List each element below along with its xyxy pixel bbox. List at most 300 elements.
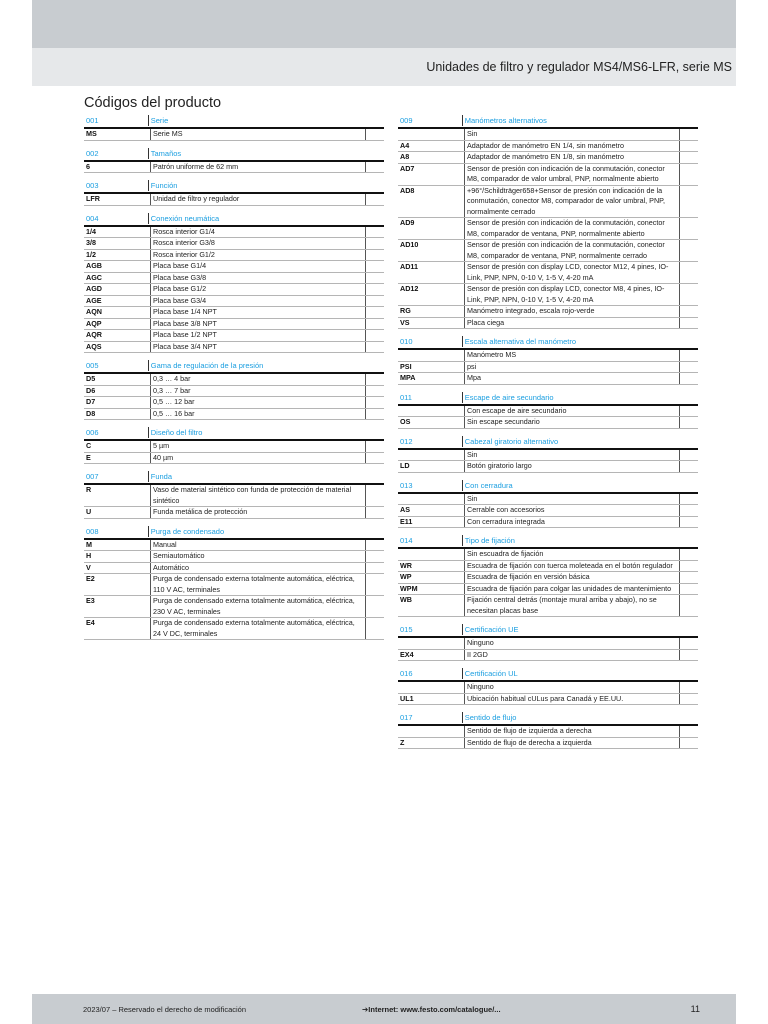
- section-code: 004: [86, 213, 99, 223]
- section-header: [84, 114, 384, 126]
- row-code: 6: [86, 161, 90, 171]
- section-header: [84, 359, 384, 371]
- row-code: E4: [86, 618, 95, 627]
- table-row: [398, 572, 698, 584]
- section-code: 016: [400, 669, 413, 678]
- row-blank-cell: [365, 273, 384, 284]
- row-description: Placa base G1/2: [150, 284, 365, 295]
- row-code: RG: [400, 306, 411, 315]
- row-description: Fijación central detrás (montaje mural arriba y abajo), no se necesitan placas base: [464, 595, 679, 616]
- row-blank-cell: [679, 262, 698, 283]
- top-band: [32, 0, 736, 48]
- row-blank-cell: [365, 453, 384, 464]
- section-008: [84, 525, 384, 641]
- row-blank-cell: [365, 574, 384, 595]
- right-column: [398, 114, 698, 755]
- row-code: AGD: [86, 284, 102, 293]
- left-column: [84, 114, 384, 646]
- row-blank-cell: [679, 561, 698, 572]
- section-code: 012: [400, 436, 413, 446]
- row-code: AGB: [86, 261, 102, 270]
- table-row: [84, 342, 384, 354]
- row-blank-cell: [365, 194, 384, 205]
- section-002: [84, 147, 384, 174]
- row-description: Sin: [464, 450, 679, 461]
- row-code: [398, 406, 464, 417]
- row-code: U: [86, 507, 92, 516]
- row-blank-cell: [365, 319, 384, 330]
- row-blank-cell: [679, 461, 698, 472]
- row-blank-cell: [679, 362, 698, 373]
- row-blank-cell: [679, 682, 698, 693]
- table-row: [398, 406, 698, 418]
- table-row: [84, 129, 384, 141]
- section-code: 006: [86, 428, 99, 437]
- section-code: 017: [400, 713, 413, 722]
- table-row: [84, 540, 384, 552]
- table-row: [84, 507, 384, 519]
- row-blank-cell: [365, 129, 384, 140]
- row-blank-cell: [365, 618, 384, 639]
- table-row: [398, 461, 698, 473]
- section-header: [84, 525, 384, 537]
- table-row: [84, 284, 384, 296]
- section-009: [398, 114, 698, 329]
- row-blank-cell: [679, 549, 698, 560]
- row-blank-cell: [679, 726, 698, 737]
- row-code: D6: [86, 385, 96, 395]
- row-description: Placa base 1/2 NPT: [150, 330, 365, 341]
- footer-internet-link[interactable]: ➔Internet: www.festo.com/catalogue/...: [362, 1005, 501, 1014]
- row-blank-cell: [679, 164, 698, 185]
- table-row: [84, 307, 384, 319]
- row-blank-cell: [679, 240, 698, 261]
- table-row: [398, 638, 698, 650]
- row-description: Sentido de flujo de derecha a izquierda: [464, 738, 679, 749]
- table-row: [84, 574, 384, 596]
- row-code: M: [86, 539, 92, 549]
- row-blank-cell: [365, 250, 384, 261]
- footer: [32, 994, 736, 1024]
- row-description: Sensor de presión con indicación de la conmutación, conector M8, comparador de ventana, PNP, normalmente cerrado: [464, 240, 679, 261]
- row-code: WP: [400, 572, 412, 581]
- row-description: Placa ciega: [464, 318, 679, 329]
- row-code: MS: [86, 129, 97, 138]
- row-blank-cell: [679, 694, 698, 705]
- page-number: 11: [690, 1004, 700, 1014]
- row-description: Placa base 1/4 NPT: [150, 307, 365, 318]
- row-blank-cell: [365, 409, 384, 420]
- row-description: Automático: [150, 563, 365, 574]
- table-row: [84, 453, 384, 465]
- section-label: Tamaños: [148, 148, 363, 159]
- row-description: II 2GD: [464, 650, 679, 661]
- section-011: [398, 391, 698, 429]
- table-row: [84, 273, 384, 285]
- section-header: [398, 114, 698, 126]
- section-label: Purga de condensado: [148, 526, 363, 537]
- table-row: [84, 563, 384, 575]
- row-description: Placa base G3/8: [150, 273, 365, 284]
- row-blank-cell: [679, 306, 698, 317]
- row-code: AQS: [86, 341, 102, 351]
- row-blank-cell: [365, 441, 384, 452]
- section-label: Funda: [148, 471, 363, 482]
- table-row: [398, 306, 698, 318]
- table-row: [398, 694, 698, 706]
- row-blank-cell: [679, 494, 698, 505]
- row-code: 1/2: [86, 249, 96, 259]
- row-description: Sensor de presión con display LCD, conector M12, 4 pines, IO-Link, PNP, NPN, 0-10 V, 1-5 V, 4-20 mA: [464, 262, 679, 283]
- row-code: EX4: [400, 649, 414, 659]
- row-code: D7: [86, 397, 96, 406]
- row-code: WPM: [400, 583, 418, 593]
- row-blank-cell: [365, 563, 384, 574]
- table-row: [84, 397, 384, 409]
- table-row: [398, 373, 698, 385]
- row-code: V: [86, 562, 91, 572]
- row-blank-cell: [365, 162, 384, 173]
- row-description: Sensor de presión con indicación de la conmutación, conector M8, comparador de valor umbral, PNP, normalmente abierto: [464, 164, 679, 185]
- table-row: [84, 374, 384, 386]
- row-blank-cell: [365, 227, 384, 238]
- section-006: [84, 426, 384, 464]
- row-description: 0,5 … 12 bar: [150, 397, 365, 408]
- section-label: Serie: [148, 115, 363, 126]
- row-blank-cell: [365, 374, 384, 385]
- section-005: [84, 359, 384, 420]
- row-code: [398, 350, 464, 361]
- table-row: [398, 494, 698, 506]
- section-label: Gama de regulación de la presión: [148, 360, 363, 371]
- section-code: 003: [86, 181, 99, 190]
- section-header: [398, 667, 698, 679]
- row-description: Placa base G1/4: [150, 261, 365, 272]
- row-description: Serie MS: [150, 129, 365, 140]
- row-code: [398, 726, 464, 737]
- section-header: [84, 212, 384, 224]
- row-code: E: [86, 452, 91, 462]
- row-code: H: [86, 551, 92, 560]
- section-001: [84, 114, 384, 141]
- row-description: Sin: [464, 494, 679, 505]
- row-blank-cell: [365, 342, 384, 353]
- table-row: [398, 362, 698, 374]
- row-blank-cell: [679, 584, 698, 595]
- section-header: [84, 426, 384, 438]
- row-code: LD: [400, 461, 410, 470]
- row-description: Ninguno: [464, 682, 679, 693]
- row-code: UL1: [400, 693, 414, 703]
- row-description: Purga de condensado externa totalmente automática, eléctrica, 230 V AC, terminales: [150, 596, 365, 617]
- row-description: Placa base G3/4: [150, 296, 365, 307]
- section-code: 001: [86, 116, 99, 125]
- row-blank-cell: [679, 450, 698, 461]
- row-code: LFR: [86, 194, 100, 203]
- row-description: Cerrable con accesorios: [464, 505, 679, 516]
- row-code: [398, 494, 464, 505]
- row-description: 0,5 … 16 bar: [150, 409, 365, 420]
- section-code: 007: [86, 472, 99, 481]
- table-row: [84, 330, 384, 342]
- table-row: [84, 194, 384, 206]
- page-heading: Códigos del producto: [84, 95, 222, 111]
- section-016: [398, 667, 698, 705]
- row-description: 5 µm: [150, 441, 365, 452]
- row-blank-cell: [679, 638, 698, 649]
- row-blank-cell: [679, 595, 698, 616]
- row-code: E11: [400, 516, 413, 526]
- row-description: Adaptador de manómetro EN 1/8, sin manómetro: [464, 152, 679, 163]
- row-code: [398, 638, 464, 649]
- table-row: [84, 261, 384, 273]
- table-row: [398, 164, 698, 186]
- row-description: Placa base 3/4 NPT: [150, 342, 365, 353]
- section-header: [84, 179, 384, 191]
- row-code: AD9: [400, 218, 415, 227]
- row-description: Rosca interior G3/8: [150, 238, 365, 249]
- row-description: Purga de condensado externa totalmente automática, eléctrica, 24 V DC, terminales: [150, 618, 365, 639]
- row-blank-cell: [679, 505, 698, 516]
- section-code: 015: [400, 625, 413, 634]
- section-label: Manómetros alternativos: [462, 115, 677, 126]
- row-description: 0,3 … 7 bar: [150, 386, 365, 397]
- table-row: [398, 517, 698, 529]
- row-blank-cell: [679, 650, 698, 661]
- table-row: [398, 284, 698, 306]
- row-blank-cell: [365, 284, 384, 295]
- row-description: Escuadra de fijación con tuerca moleteada en el botón regulador: [464, 561, 679, 572]
- row-description: Rosca interior G1/4: [150, 227, 365, 238]
- row-blank-cell: [679, 373, 698, 384]
- row-code: E3: [86, 596, 95, 605]
- section-007: [84, 470, 384, 519]
- section-header: [398, 335, 698, 347]
- table-row: [84, 319, 384, 331]
- row-code: AGC: [86, 272, 102, 282]
- row-description: Unidad de filtro y regulador: [150, 194, 365, 205]
- row-code: AD11: [400, 262, 418, 271]
- table-row: [398, 595, 698, 617]
- section-code: 011: [400, 392, 412, 402]
- section-header: [398, 435, 698, 447]
- row-description: 0,3 … 4 bar: [150, 374, 365, 385]
- section-012: [398, 435, 698, 473]
- table-row: [398, 152, 698, 164]
- section-code: 008: [86, 526, 99, 536]
- row-blank-cell: [679, 738, 698, 749]
- table-row: [398, 549, 698, 561]
- row-code: [398, 450, 464, 461]
- section-code: 009: [400, 116, 413, 125]
- row-description: +96°/Schildträger658+Sensor de presión con indicación de la conmutación, conector M8, comparador de valor umbral, PNP, normalmente cerrado: [464, 186, 679, 218]
- table-row: [398, 450, 698, 462]
- row-description: Semiautomático: [150, 551, 365, 562]
- section-header: [398, 391, 698, 403]
- section-013: [398, 479, 698, 529]
- row-code: E2: [86, 574, 95, 583]
- row-description: Vaso de material sintético con funda de protección de material sintético: [150, 485, 365, 506]
- table-row: [398, 141, 698, 153]
- section-header: [398, 623, 698, 635]
- table-row: [398, 650, 698, 662]
- row-description: Ninguno: [464, 638, 679, 649]
- table-row: [398, 505, 698, 517]
- table-row: [84, 618, 384, 640]
- section-header: [398, 479, 698, 491]
- section-header: [398, 711, 698, 723]
- table-row: [84, 485, 384, 507]
- row-code: 3/8: [86, 238, 96, 247]
- section-label: Escape de aire secundario: [462, 392, 677, 403]
- section-code: 014: [400, 536, 413, 545]
- row-code: AQR: [86, 330, 102, 339]
- table-row: [84, 162, 384, 174]
- row-code: MPA: [400, 373, 416, 382]
- section-label: Cabezal giratorio alternativo: [462, 436, 677, 447]
- row-description: Sensor de presión con display LCD, conector M8, 4 pines, IO-Link, PNP, NPN, 0-10 V, 1-5 V, 4-20 mA: [464, 284, 679, 305]
- row-code: AGE: [86, 295, 102, 305]
- row-code: AQP: [86, 318, 102, 328]
- row-code: WR: [400, 560, 412, 570]
- row-blank-cell: [365, 296, 384, 307]
- section-label: Tipo de fijación: [462, 535, 677, 546]
- row-code: AQN: [86, 307, 102, 316]
- section-014: [398, 534, 698, 617]
- row-description: Patrón uniforme de 62 mm: [150, 162, 365, 173]
- row-code: C: [86, 441, 92, 450]
- row-description: Ubicación habitual cULus para Canadá y EE.UU.: [464, 694, 679, 705]
- row-code: AD10: [400, 240, 419, 249]
- section-header: [84, 147, 384, 159]
- section-label: Sentido de flujo: [462, 712, 677, 723]
- row-blank-cell: [679, 141, 698, 152]
- row-blank-cell: [365, 551, 384, 562]
- row-code: [398, 682, 464, 693]
- section-label: Certificación UE: [462, 624, 677, 635]
- table-row: [398, 129, 698, 141]
- row-code: VS: [400, 317, 410, 327]
- row-description: Con cerradura integrada: [464, 517, 679, 528]
- row-blank-cell: [365, 507, 384, 518]
- row-description: 40 µm: [150, 453, 365, 464]
- table-row: [84, 409, 384, 421]
- row-description: Escuadra de fijación en versión básica: [464, 572, 679, 583]
- row-code: PSI: [400, 361, 412, 371]
- row-code: AD7: [400, 163, 415, 173]
- footer-copyright: 2023/07 – Reservado el derecho de modificación: [83, 1005, 247, 1014]
- section-label: Escala alternativa del manómetro: [462, 336, 677, 347]
- table-row: [84, 386, 384, 398]
- section-label: Diseño del filtro: [148, 427, 363, 438]
- table-row: [84, 596, 384, 618]
- row-code: A8: [400, 152, 410, 161]
- row-code: D5: [86, 374, 96, 383]
- row-description: Manual: [150, 540, 365, 551]
- row-description: Mpa: [464, 373, 679, 384]
- table-row: [398, 417, 698, 429]
- section-015: [398, 623, 698, 661]
- row-code: [398, 549, 464, 560]
- row-code: OS: [400, 417, 411, 426]
- table-row: [84, 227, 384, 239]
- row-blank-cell: [679, 350, 698, 361]
- row-blank-cell: [679, 129, 698, 140]
- row-blank-cell: [365, 238, 384, 249]
- row-blank-cell: [365, 386, 384, 397]
- table-row: [84, 551, 384, 563]
- row-blank-cell: [679, 318, 698, 329]
- table-row: [398, 218, 698, 240]
- table-row: [398, 186, 698, 219]
- table-row: [398, 350, 698, 362]
- section-header: [398, 534, 698, 546]
- row-blank-cell: [365, 397, 384, 408]
- table-row: [84, 296, 384, 308]
- row-description: Manómetro integrado, escala rojo-verde: [464, 306, 679, 317]
- section-017: [398, 711, 698, 749]
- row-code: Z: [400, 737, 405, 747]
- row-blank-cell: [365, 307, 384, 318]
- section-label: Conexión neumática: [148, 213, 363, 224]
- section-code: 002: [86, 148, 99, 158]
- row-description: Purga de condensado externa totalmente automática, eléctrica, 110 V AC, terminales: [150, 574, 365, 595]
- section-004: [84, 212, 384, 354]
- row-blank-cell: [365, 485, 384, 506]
- row-description: Botón giratorio largo: [464, 461, 679, 472]
- section-header: [84, 470, 384, 482]
- row-blank-cell: [679, 186, 698, 218]
- header-title: Unidades de filtro y regulador MS4/MS6-LFR, serie MS: [426, 60, 732, 74]
- row-code: A4: [400, 140, 410, 150]
- row-description: Placa base 3/8 NPT: [150, 319, 365, 330]
- row-description: Sin: [464, 129, 679, 140]
- row-blank-cell: [679, 152, 698, 163]
- table-row: [398, 726, 698, 738]
- table-row: [398, 561, 698, 573]
- table-row: [398, 738, 698, 750]
- row-description: Sentido de flujo de izquierda a derecha: [464, 726, 679, 737]
- row-blank-cell: [679, 417, 698, 428]
- row-description: psi: [464, 362, 679, 373]
- table-row: [398, 318, 698, 330]
- row-description: Con escape de aire secundario: [464, 406, 679, 417]
- row-description: Escuadra de fijación para colgar las unidades de mantenimiento: [464, 584, 679, 595]
- row-description: Sin escape secundario: [464, 417, 679, 428]
- row-description: Rosca interior G1/2: [150, 250, 365, 261]
- section-010: [398, 335, 698, 385]
- row-blank-cell: [365, 261, 384, 272]
- row-blank-cell: [679, 406, 698, 417]
- row-blank-cell: [679, 284, 698, 305]
- row-description: Sin escuadra de fijación: [464, 549, 679, 560]
- table-row: [84, 250, 384, 262]
- row-blank-cell: [365, 330, 384, 341]
- row-description: Sensor de presión con indicación de la conmutación, conector M8, comparador de ventana, PNP, normalmente abierto: [464, 218, 679, 239]
- section-003: [84, 179, 384, 206]
- row-code: R: [86, 485, 92, 494]
- row-code: [398, 129, 464, 140]
- row-blank-cell: [679, 572, 698, 583]
- row-description: Funda metálica de protección: [150, 507, 365, 518]
- section-code: 013: [400, 480, 413, 490]
- section-label: Con cerradura: [462, 480, 677, 491]
- table-row: [84, 238, 384, 250]
- row-code: WB: [400, 595, 412, 604]
- row-code: AD8: [400, 185, 415, 195]
- row-code: D8: [86, 408, 96, 418]
- section-label: Certificación UL: [462, 668, 677, 679]
